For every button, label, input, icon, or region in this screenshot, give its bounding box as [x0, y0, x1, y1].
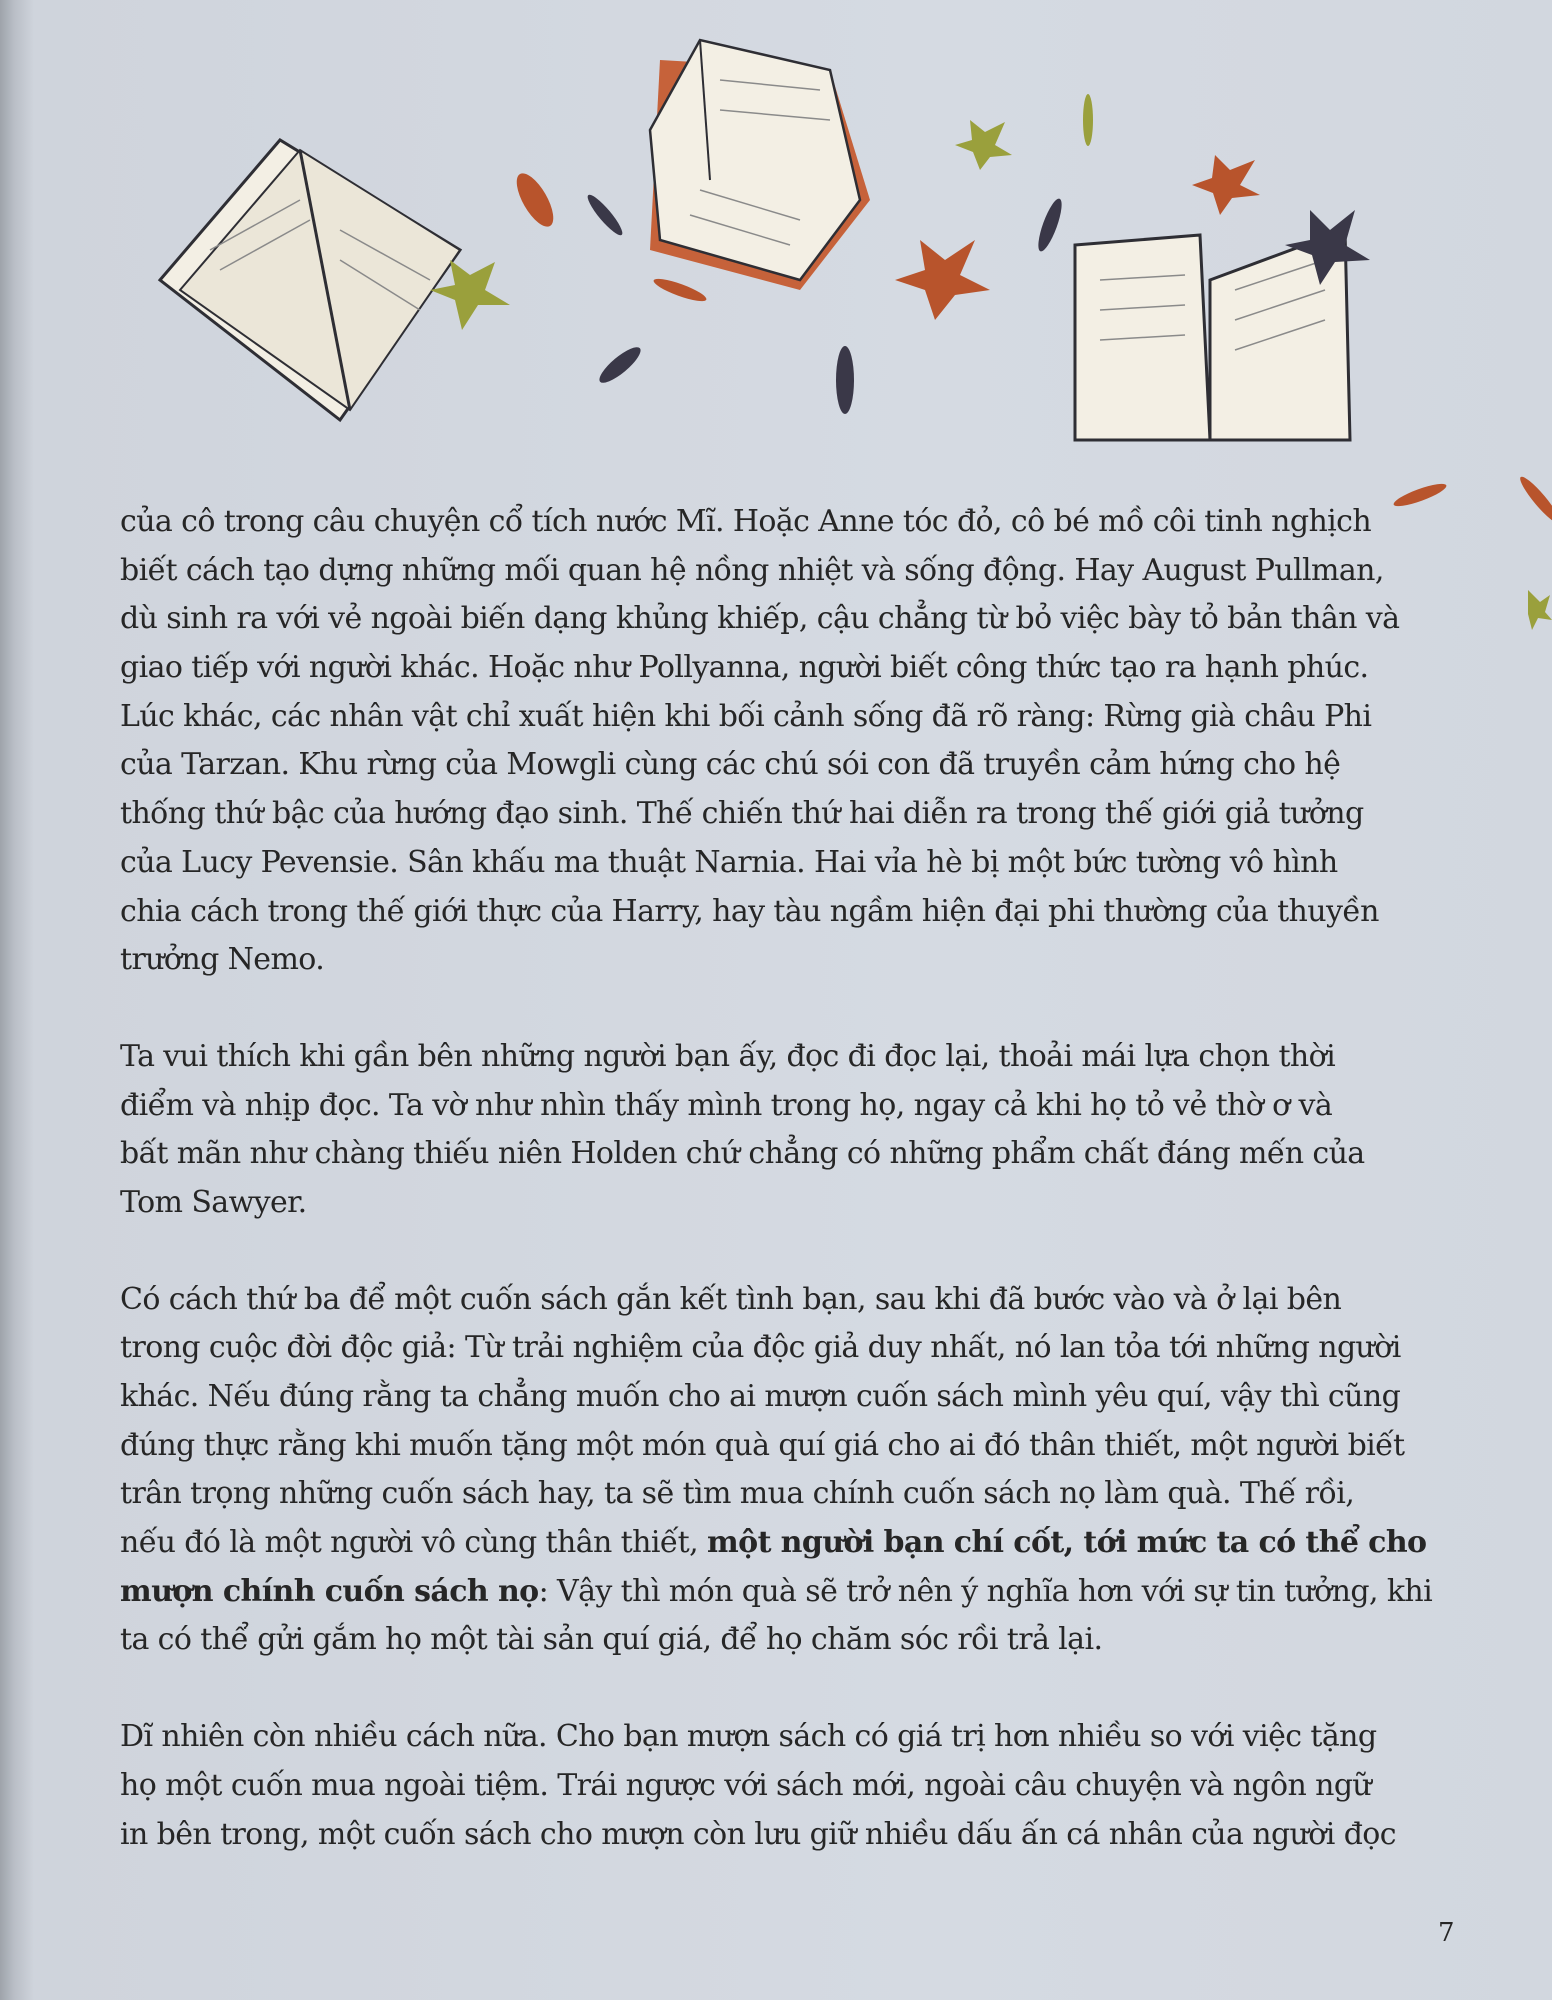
- body-text: [120, 498, 1460, 1859]
- text-span: Ta vui thích khi gần bên những người bạn ấy, đọc đi đọc lại, thoải mái lựa chọn thời: [120, 1038, 1336, 1074]
- text-span: Dĩ nhiên còn nhiều cách nữa. Cho bạn mượn sách có giá trị hơn nhiều so với việc tặng: [120, 1719, 1377, 1755]
- text-span: mượn chính cuốn sách nọ: [120, 1573, 539, 1609]
- open-book-icon: [1075, 230, 1350, 440]
- text-span: thống thứ bậc của hướng đạo sinh. Thế chiến thứ hai diễn ra trong thế giới giả tưởng: [120, 796, 1364, 832]
- text-line: [120, 1519, 1460, 1568]
- text-span: Tom Sawyer.: [120, 1184, 307, 1220]
- text-line: [120, 741, 1460, 790]
- text-line: [120, 936, 1460, 985]
- paragraph: [120, 498, 1460, 985]
- text-span: điểm và nhịp đọc. Ta vờ như nhìn thấy mình trong họ, ngay cả khi họ tỏ vẻ thờ ơ và: [120, 1087, 1333, 1123]
- text-span: đúng thực rằng khi muốn tặng một món quà quí giá cho ai đó thân thiết, một người biết: [120, 1427, 1405, 1463]
- text-line: [120, 888, 1460, 937]
- text-line: [120, 1422, 1460, 1471]
- open-book-icon: [650, 40, 870, 290]
- paragraph: [120, 1713, 1460, 1859]
- text-span: của cô trong câu chuyện cổ tích nước Mĩ. Hoặc Anne tóc đỏ, cô bé mồ côi tinh nghịch: [120, 504, 1372, 539]
- text-line: [120, 790, 1460, 839]
- text-span: biết cách tạo dựng những mối quan hệ nồng nhiệt và sống động. Hay August Pullman,: [120, 552, 1384, 588]
- text-span: chia cách trong thế giới thực của Harry, hay tàu ngầm hiện đại phi thường của thuyền: [120, 893, 1379, 929]
- text-span: giao tiếp với người khác. Hoặc như Pollyanna, người biết công thức tạo ra hạnh phúc.: [120, 650, 1369, 686]
- text-line: [120, 1130, 1460, 1179]
- text-span: của Lucy Pevensie. Sân khấu ma thuật Narnia. Hai vỉa hè bị một bức tường vô hình: [120, 844, 1338, 880]
- text-span: : Vậy thì món quà sẽ trở nên ý nghĩa hơn với sự tin tưởng, khi: [538, 1573, 1433, 1609]
- text-span: bất mãn như chàng thiếu niên Holden chứ chẳng có những phẩm chất đáng mến của: [120, 1136, 1365, 1172]
- text-line: [120, 839, 1460, 888]
- paragraph: [120, 1276, 1460, 1666]
- text-line: [120, 547, 1460, 596]
- text-line: [120, 1179, 1460, 1228]
- text-line: [120, 1762, 1460, 1811]
- text-line: [120, 1033, 1460, 1082]
- open-book-icon: [160, 140, 460, 420]
- text-line: [120, 1276, 1460, 1325]
- text-line: [120, 693, 1460, 742]
- text-span: khác. Nếu đúng rằng ta chẳng muốn cho ai mượn cuốn sách mình yêu quí, vậy thì cũng: [120, 1379, 1401, 1414]
- paragraph-gap: [120, 985, 1460, 1033]
- text-span: họ một cuốn mua ngoài tiệm. Trái ngược với sách mới, ngoài câu chuyện và ngôn ngữ: [120, 1767, 1372, 1803]
- text-span: của Tarzan. Khu rừng của Mowgli cùng các chú sói con đã truyền cảm hứng cho hệ: [120, 747, 1341, 783]
- page-number: 7: [1438, 1918, 1455, 1948]
- text-line: [120, 1324, 1460, 1373]
- text-line: [120, 644, 1460, 693]
- paragraph-gap: [120, 1228, 1460, 1276]
- text-span: ta có thể gửi gắm họ một tài sản quí giá, để họ chăm sóc rồi trả lại.: [120, 1622, 1103, 1658]
- text-span: trân trọng những cuốn sách hay, ta sẽ tìm mua chính cuốn sách nọ làm quà. Thế rồi,: [120, 1476, 1355, 1512]
- text-line: [120, 498, 1460, 547]
- text-line: [120, 1568, 1460, 1617]
- text-line: [120, 1713, 1460, 1762]
- text-span: một người bạn chí cốt, tới mức ta có thể cho: [707, 1525, 1427, 1561]
- text-span: dù sinh ra với vẻ ngoài biến dạng khủng khiếp, cậu chẳng từ bỏ việc bày tỏ bản thân và: [120, 601, 1400, 637]
- text-span: Có cách thứ ba để một cuốn sách gắn kết tình bạn, sau khi đã bước vào và ở lại bên: [120, 1281, 1342, 1317]
- text-line: [120, 1616, 1460, 1665]
- text-line: [120, 1811, 1460, 1860]
- text-span: trưởng Nemo.: [120, 942, 325, 978]
- text-line: [120, 1082, 1460, 1131]
- text-line: [120, 1470, 1460, 1519]
- text-line: [120, 595, 1460, 644]
- text-span: nếu đó là một người vô cùng thân thiết,: [120, 1525, 708, 1561]
- paragraph-gap: [120, 1665, 1460, 1713]
- text-span: Lúc khác, các nhân vật chỉ xuất hiện khi bối cảnh sống đã rõ ràng: Rừng già châu Phi: [120, 698, 1372, 734]
- text-span: trong cuộc đời độc giả: Từ trải nghiệm của độc giả duy nhất, nó lan tỏa tới những người: [120, 1330, 1401, 1366]
- text-line: [120, 1373, 1460, 1422]
- paragraph: [120, 1033, 1460, 1228]
- text-span: in bên trong, một cuốn sách cho mượn còn lưu giữ nhiều dấu ấn cá nhân của người đọc: [120, 1816, 1396, 1852]
